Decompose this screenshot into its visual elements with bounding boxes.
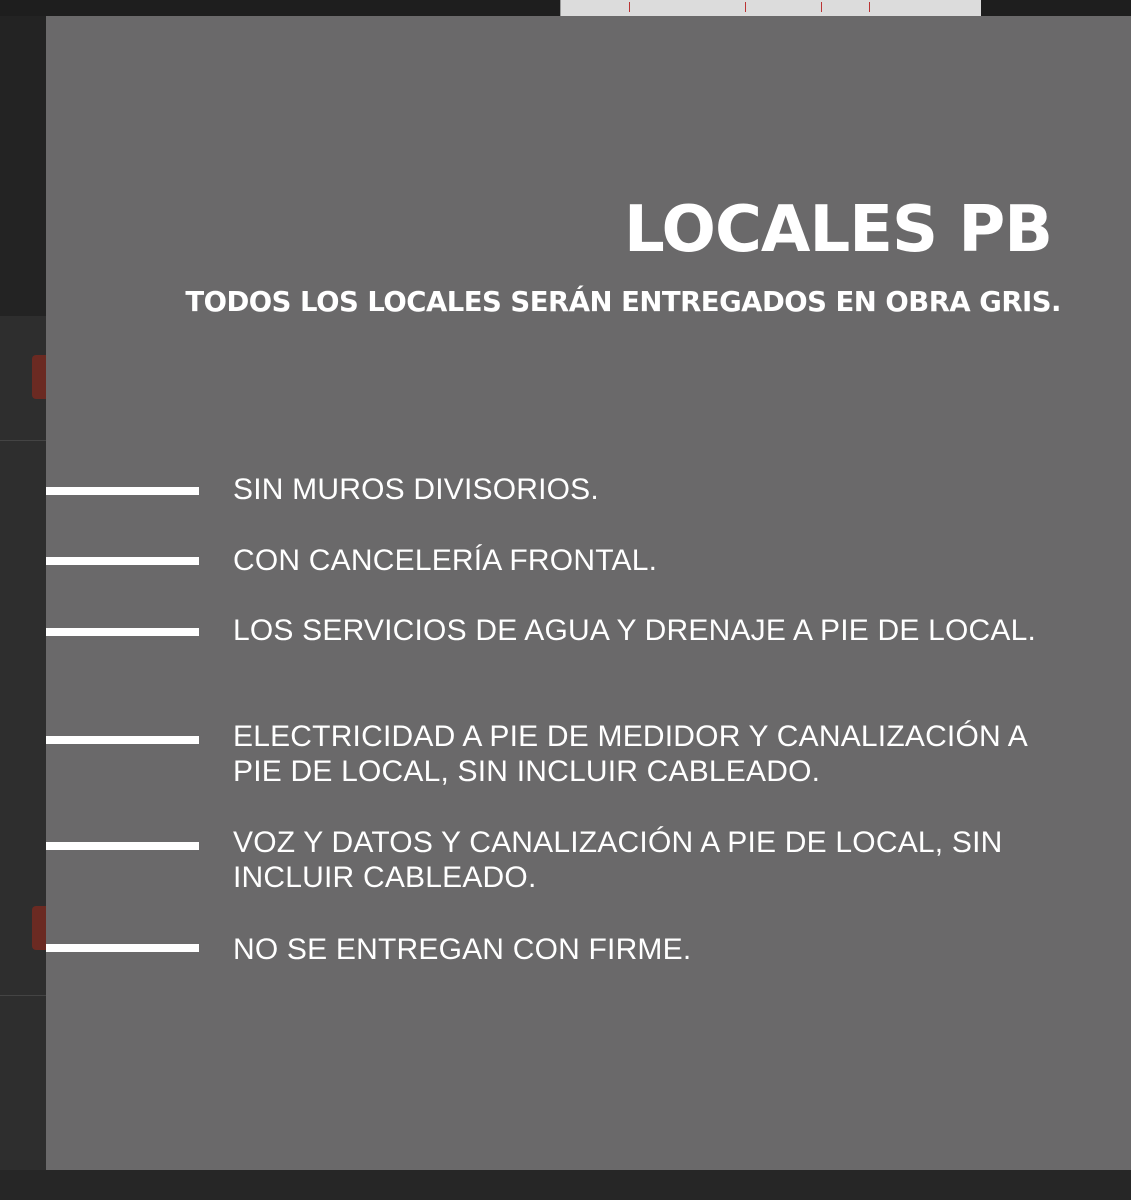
background-tab-cell bbox=[629, 2, 746, 12]
slide-panel bbox=[46, 16, 1131, 1170]
background-bottom-bar bbox=[0, 1170, 1131, 1200]
background-tab-cell bbox=[869, 2, 982, 12]
bullet-bar bbox=[46, 736, 199, 744]
feature-text: CON CANCELERÍA FRONTAL. bbox=[233, 544, 658, 577]
background-tab-strip bbox=[560, 0, 981, 16]
background-divider bbox=[0, 440, 46, 441]
feature-text: ELECTRICIDAD A PIE DE MEDIDOR Y CANALIZACIÓN A PIE DE LOCAL, SIN INCLUIR CABLEADO. bbox=[233, 720, 1027, 788]
background-tab-cell bbox=[821, 2, 870, 12]
slide-title: LOCALES PB bbox=[624, 193, 1052, 267]
background-red-marker bbox=[32, 906, 46, 950]
feature-text: VOZ Y DATOS Y CANALIZACIÓN A PIE DE LOCAL, SIN INCLUIR CABLEADO. bbox=[233, 826, 1003, 894]
slide-subtitle: TODOS LOS LOCALES SERÁN ENTREGADOS EN OBRA GRIS. bbox=[185, 286, 1061, 318]
bullet-bar bbox=[46, 557, 199, 565]
bullet-bar bbox=[46, 487, 199, 495]
feature-text: LOS SERVICIOS DE AGUA Y DRENAJE A PIE DE LOCAL. bbox=[233, 614, 1037, 647]
background-left-panel bbox=[0, 16, 47, 316]
feature-list bbox=[46, 16, 1131, 1170]
bullet-bar bbox=[46, 628, 199, 636]
background-divider bbox=[0, 995, 46, 996]
feature-text: NO SE ENTREGAN CON FIRME. bbox=[233, 933, 692, 966]
bullet-bar bbox=[46, 842, 199, 850]
background-left-panel-lower bbox=[0, 316, 46, 1200]
background-red-marker bbox=[32, 355, 46, 399]
bullet-bar bbox=[46, 944, 199, 952]
background-tab-cell bbox=[745, 2, 822, 12]
feature-text: SIN MUROS DIVISORIOS. bbox=[233, 473, 599, 506]
